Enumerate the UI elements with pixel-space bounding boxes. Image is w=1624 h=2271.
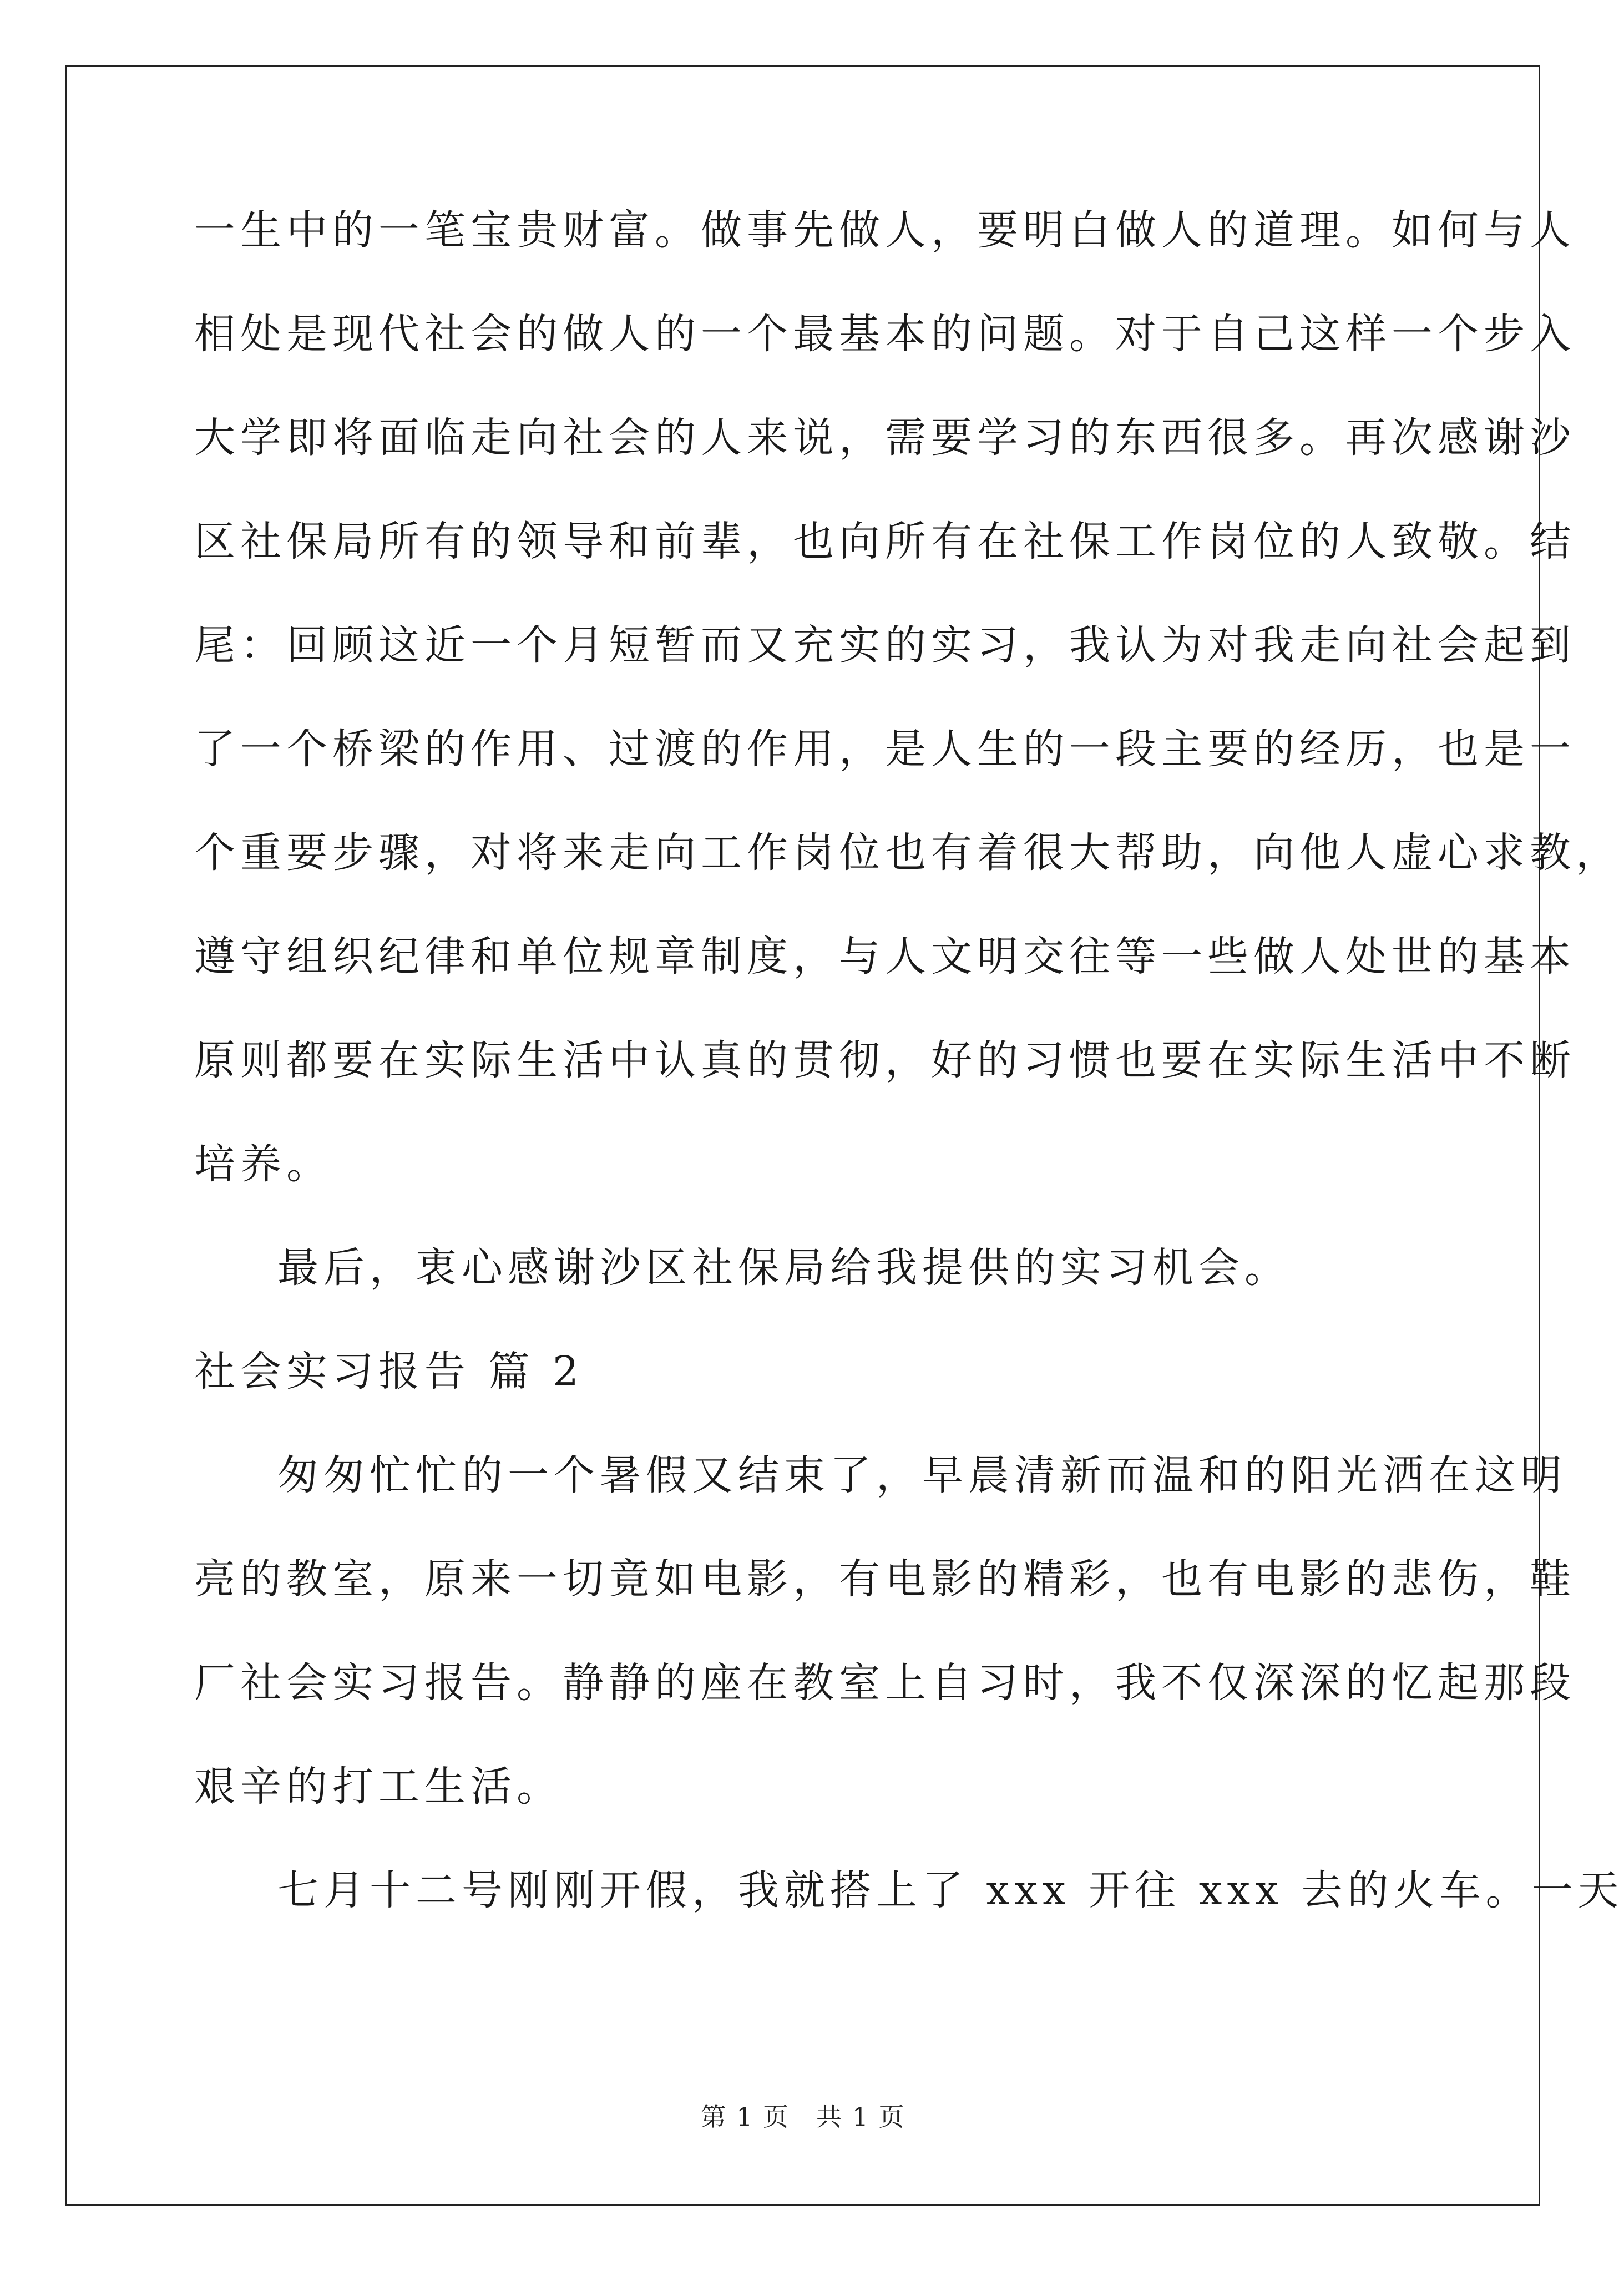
text-line: 大学即将面临走向社会的人来说，需要学习的东西很多。再次感谢沙: [194, 414, 1576, 462]
text-line: 遵守组织纪律和单位规章制度，与人文明交往等一些做人处世的基本: [194, 933, 1576, 980]
text-line: 区社保局所有的领导和前辈，也向所有在社保工作岗位的人致敬。结: [194, 518, 1576, 565]
text-line: 培养。: [194, 1140, 332, 1188]
text-line: 原则都要在实际生活中认真的贯彻，好的习惯也要在实际生活中不断: [194, 1036, 1576, 1084]
text-line: 相处是现代社会的做人的一个最基本的问题。对于自己这样一个步入: [194, 310, 1576, 358]
paragraph-first-line: 匆匆忙忙的一个暑假又结束了，早晨清新而温和的阳光洒在这明: [277, 1451, 1567, 1499]
text-line: 亮的教室，原来一切竟如电影，有电影的精彩，也有电影的悲伤，鞋: [194, 1555, 1576, 1603]
page-number-footer: 第 1 页 共 1 页: [700, 2102, 905, 2132]
text-line: 厂社会实习报告。静静的座在教室上自习时，我不仅深深的忆起那段: [194, 1659, 1576, 1707]
text-line: 个重要步骤，对将来走向工作岗位也有着很大帮助，向他人虚心求教，: [194, 829, 1622, 877]
text-line: 一生中的一笔宝贵财富。做事先做人，要明白做人的道理。如何与人: [194, 206, 1576, 254]
paragraph-closing: 最后，衷心感谢沙区社保局给我提供的实习机会。: [277, 1244, 1291, 1292]
paragraph-first-line: 七月十二号刚刚开假，我就搭上了 xxx 开往 xxx 去的火车。一天: [277, 1867, 1624, 1914]
text-line: 了一个桥梁的作用、过渡的作用，是人生的一段主要的经历，也是一: [194, 725, 1576, 773]
section-heading: 社会实习报告 篇 2: [194, 1348, 584, 1395]
text-line: 尾：回顾这近一个月短暂而又充实的实习，我认为对我走向社会起到: [194, 621, 1576, 669]
document-body: [194, 206, 1624, 1974]
text-line: 艰辛的打工生活。: [194, 1763, 563, 1810]
